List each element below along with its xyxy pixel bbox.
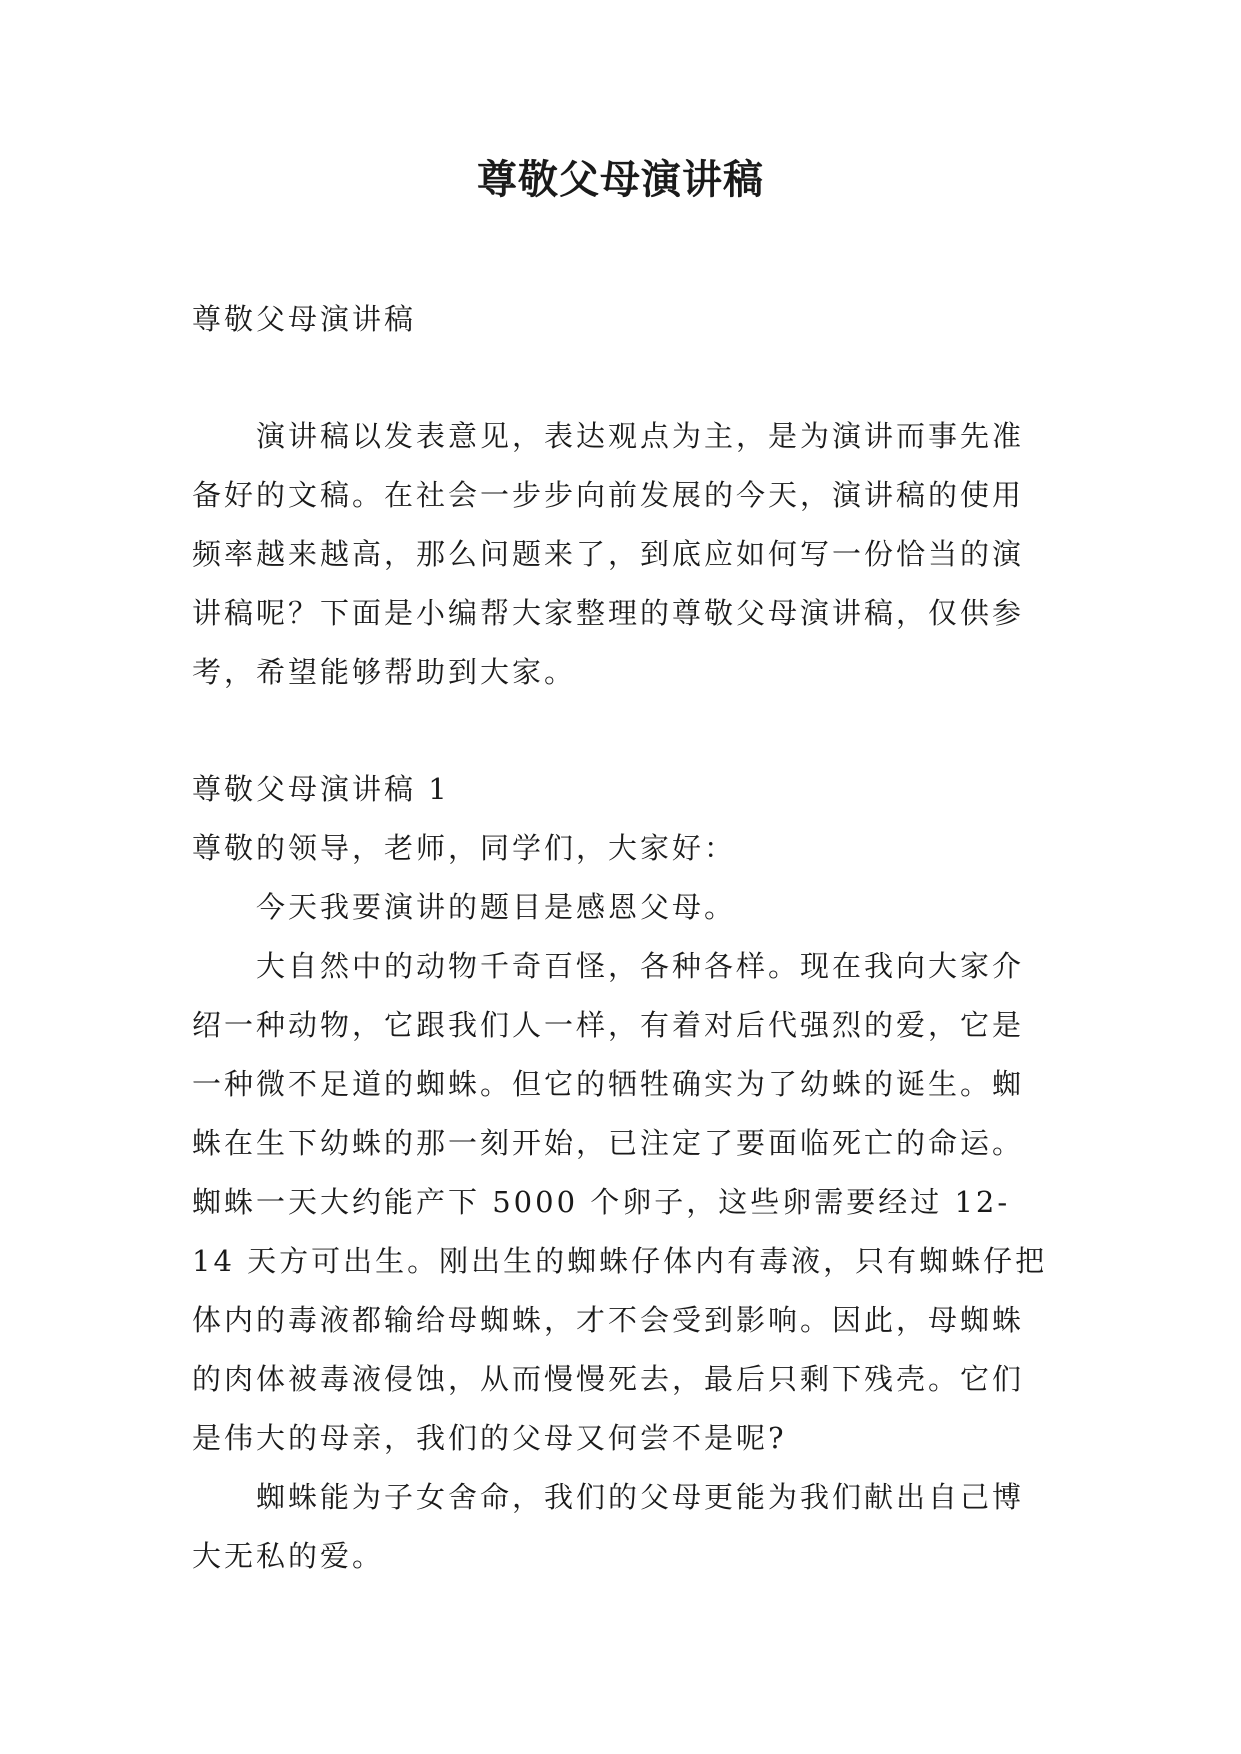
body-paragraph: 大自然中的动物千奇百怪，各种各样。现在我向大家介绍一种动物，它跟我们人一样，有着对后代强烈的爱，它是一种微不足道的蜘蛛。但它的牺牲确实为了幼蛛的诞生。蜘蛛在生下幼蛛的那一刻开始，已注定了要面临死亡的命运。蜘蛛一天大约能产下 5000 个卵子，这些卵需要经过 12-14 天方可出生。刚出生的蜘蛛仔体内有毒液，只有蜘蛛仔把体内的毒液都输给母蜘蛛，才不会受到影响。因此，母蜘蛛的肉体被毒液侵蚀，从而慢慢死去，最后只剩下残壳。它们是伟大的母亲，我们的父母又何尝不是呢? [192,949,1048,1455]
body-paragraph: 今天我要演讲的题目是感恩父母。 [256,890,737,924]
body-paragraph: 蜘蛛能为子女舍命，我们的父母更能为我们献出自己博大无私的爱。 [192,1480,1025,1573]
intro-paragraph: 演讲稿以发表意见，表达观点为主，是为演讲而事先准备好的文稿。在社会一步步向前发展的今天，演讲稿的使用频率越来越高，那么问题来了，到底应如何写一份恰当的演讲稿呢？下面是小编帮大家整理的尊敬父母演讲稿，仅供参考，希望能够帮助到大家。 [192,419,1025,689]
document-subtitle: 尊敬父母演讲稿 [192,302,417,336]
document-title: 尊敬父母演讲稿 [477,156,764,203]
section-heading: 尊敬父母演讲稿 1 [192,772,450,806]
document-body [192,290,1052,1586]
greeting-line: 尊敬的领导，老师，同学们，大家好： [192,831,737,865]
